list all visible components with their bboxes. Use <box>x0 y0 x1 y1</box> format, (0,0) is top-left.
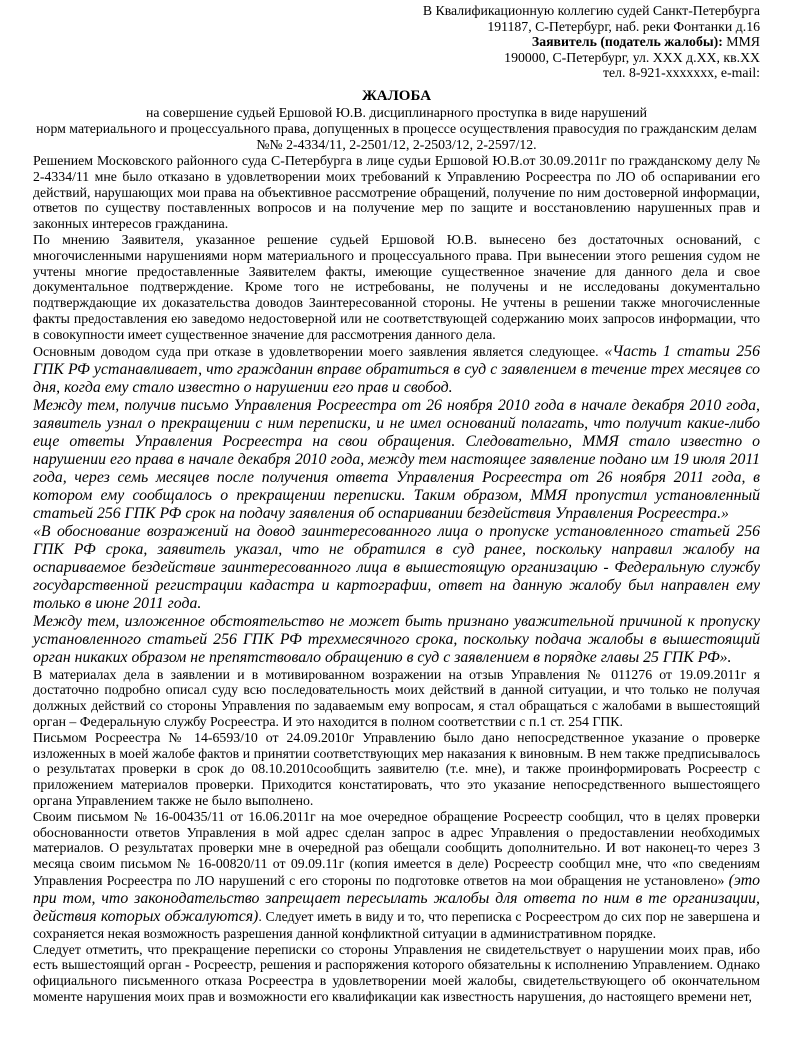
header-line <box>33 34 760 50</box>
body-paragraph <box>33 343 760 397</box>
text-run: Основным доводом суда при отказе в удовлетворении моего заявления является следующее. <box>33 343 605 359</box>
subtitle-line: норм материального и процессуального права, допущенных в процессе осуществления правосудия по гражданским делам <box>36 120 757 136</box>
italic-text-run: «В обоснование возражений на довод заинтересованного лица о пропуске установленного статьей 256 ГПК РФ срока, заявитель указал, что не обратился в суд ранее, поскольку направил жалобу на оспариваемое бездействие заинтересованного лица в вышестоящую организацию - Федеральную службу государственной регистрации кадастра и картографии, ответ на данную жалобу был направлен ему только в июне 2011 года. <box>33 522 760 612</box>
body-paragraph <box>33 667 760 730</box>
body-paragraph <box>33 809 760 942</box>
header-line <box>33 19 760 35</box>
body-paragraph <box>33 153 760 232</box>
text-run: 190000, С-Петербург, ул. ХХХ д.ХХ, кв.ХХ <box>504 49 760 65</box>
document-title: ЖАЛОБА <box>361 87 432 104</box>
body-paragraph <box>33 613 760 667</box>
italic-text-run: Между тем, изложенное обстоятельство не может быть признано уважительной причиной к пропуску установленного статьей 256 ГПК РФ трехмесячного срока, поскольку подача жалобы в вышестоящий орган никаких образом не препятствовало обращению в суд с заявлением в порядке главы 25 ГПК РФ». <box>33 612 760 666</box>
text-run: 191187, С-Петербург, наб. реки Фонтанки д.16 <box>487 18 760 34</box>
text-run: В материалах дела в заявлении и в мотивированном возражении на отзыв Управления № 011276 от 19.09.2011г я достаточно подробно описал суду всю последовательность моих действий в данной ситуации, и что только не получая должных действий со стороны Управления по задаваемым ему вопросам, я стал обращаться с жалобами в вышестоящий орган – Федеральную службу Росреестра. И это находится в полном соответствии с п.1 ст. 254 ГПК. <box>33 666 760 729</box>
subtitle-line: №№ 2-4334/11, 2-2501/12, 2-2503/12, 2-2597/12. <box>256 136 537 152</box>
body-paragraph <box>33 397 760 523</box>
document-body <box>33 153 760 1005</box>
text-run: ММЯ <box>722 34 760 50</box>
text-run: В Квалификационную коллегию судей Санкт-Петербурга <box>422 3 760 18</box>
body-paragraph <box>33 942 760 1005</box>
body-paragraph <box>33 232 760 343</box>
subtitle-line: на совершение судьей Ершовой Ю.В. дисциплинарного проступка в виде нарушений <box>145 104 648 120</box>
text-run: тел. 8-921-xxxxxxx, e-mail: <box>603 65 760 81</box>
body-paragraph <box>33 730 760 809</box>
text-run: Своим письмом № 16-00435/11 от 16.06.2011г на мое очередное обращение Росреестр сообщил, что в целях проверки обоснованности ответов Управления в мой адрес сделан запрос в адрес Управления о предоставлении необходимых материалов. О результатах проверки мне в очередной раз обещали сообщить дополнительно. И вот наконец-то через 3 месяца своим письмом № 16-00820/11 от 09.09.11г (копия имеется в деле) Росреестр сообщил мне, что «по сведениям Управления Росреестра по ЛО нарушений с его стороны по подготовке ответов на мои обращения не установлено» <box>33 808 760 888</box>
text-run: По мнению Заявителя, указанное решение судьей Ершовой Ю.В. вынесено без достаточных оснований, с многочисленными нарушениями норм материального и процессуального права. При вынесении этого решения судом не учтены многие предоставленные Заявителем факты, имеющие существенное значение для данного дела и свое документальное подтверждение. Кроме того не истребованы, не получены и не исследованы документально подтверждающие их доказательства доводов Заинтересованной стороны. Не учтены в решении также многочисленные факты предоставления ею заведомо недостоверной или не соответствующей содержанию моих запросов информации, что в совокупности имеет существенное значение для рассмотрения данного дела. <box>33 231 760 342</box>
header-line <box>33 50 760 66</box>
header-line <box>33 3 760 19</box>
body-paragraph <box>33 523 760 613</box>
italic-text-run: Между тем, получив письмо Управления Росреестра от 26 ноября 2010 года в начале декабря 2010 года, заявитель узнал о прекращении с ним переписки, и не имел оснований полагать, что получит какие-либо еще ответы Управления Росреестра на свои обращения. Следовательно, ММЯ стало известно о нарушении его права в начале декабря 2010 года, между тем настоящее заявление подано им 19 июля 2011 года, через семь месяцев после получения ответа Управления Росреестра от 26 ноября 2011 года, в котором ему сообщалось о прекращении переписки. Таким образом, ММЯ пропустил установленный статьей 256 ГПК РФ срок на подачу заявления об оспаривании бездействия Управления Росреестра.» <box>33 396 760 522</box>
document-subtitle <box>33 105 760 153</box>
text-run: Решением Московского районного суда С-Петербурга в лице судьи Ершовой Ю.В.от 30.09.2011г по гражданскому делу № 2-4334/11 мне было отказано в удовлетворении моих требований к Управлению Росреестра по ЛО об оспаривании его действий, нарушающих мои права на объективное рассмотрение обращений, получение по ним достоверной информации, ответов по существу поставленных вопросов и на получение мер по защите и восстановлению нарушенных прав и законных интересов гражданина. <box>33 152 760 232</box>
text-run: Письмом Росреестра № 14-6593/10 от 24.09.2010г Управлению было дано непосредственное указание о проверке изложенных в моей жалобе фактов и принятии соответствующих мер наказания к виновным. В нем также предписывалось о результатах проверки в срок до 08.10.2010сообщить заявителю (т.е. мне), и также проинформировать Росреестр с приложением материалов проверки. Приходится констатировать, что это указание непосредственного вышестоящего органа Управлением также не было выполнено. <box>33 729 760 808</box>
bold-text-run: Заявитель (податель жалобы): <box>531 34 723 50</box>
text-run: Следует отметить, что прекращение переписки со стороны Управления не свидетельствует о нарушении моих прав, ибо есть вышестоящий орган - Росреестр, решения и распоряжения которого обязательны к исполнению Управлением. Однако официального письменного отказа Росреестра в удовлетворении моей жалобы, свидетельствующего об окончательном моменте нарушения моих прав и возможности его квалификации как известность нарушения, до настоящего времени нет, <box>33 941 760 1005</box>
italic-text-run: «Часть 1 статьи 256 ГПК РФ устанавливает, что гражданин вправе обратиться в суд с заявлением в течение трех месяцев со дня, когда ему стало известно о нарушении его прав и свобод. <box>33 342 760 396</box>
recipient-block <box>33 3 760 81</box>
text-run: . Следует иметь в виду и то, что переписка с Росреестром до сих пор не завершена и сохраняется некая возможность разрешения данной конфликтной ситуации в административном порядке. <box>33 908 760 941</box>
header-line <box>33 65 760 81</box>
italic-text-run: (это при том, что законодательство запрещает пересылать жалобы для ответа по ним в те организации, действия которых обжалуются) <box>33 871 760 925</box>
